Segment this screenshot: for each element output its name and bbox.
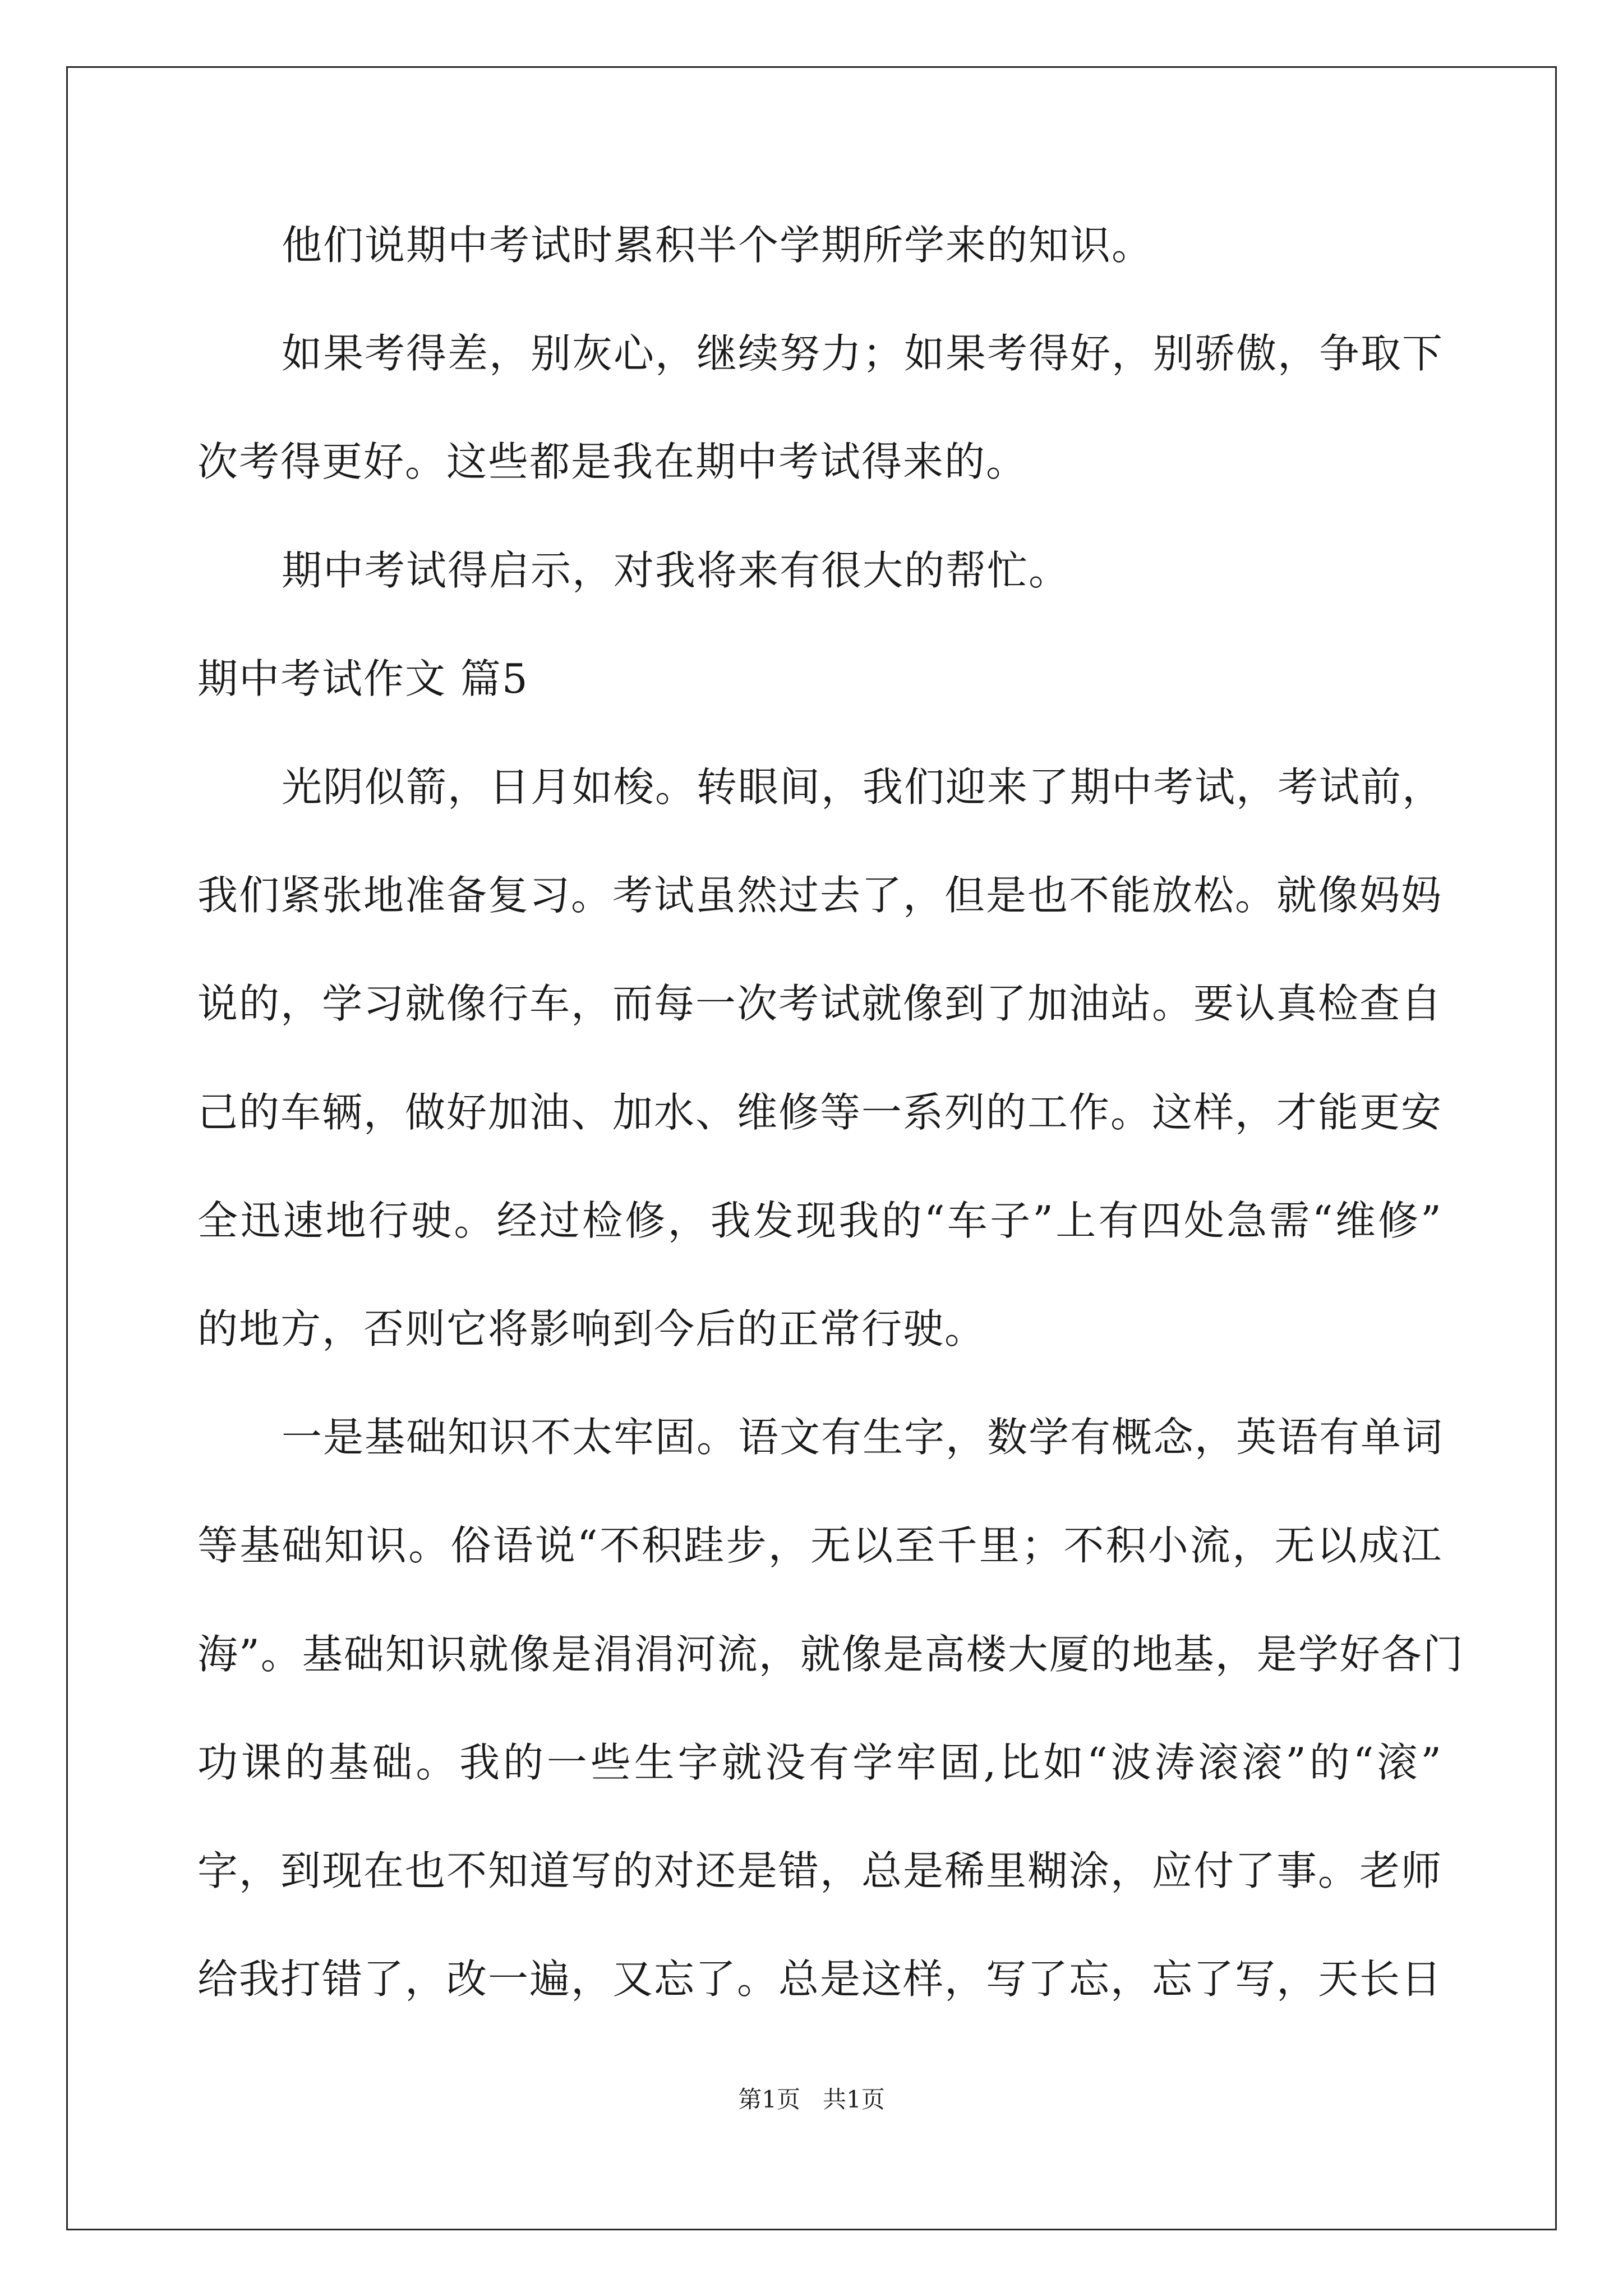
- paragraph-line: 等基础知识。俗语说“不积跬步，无以至千里；不积小流，无以成江: [197, 1522, 1442, 1569]
- paragraph-line: 的地方，否则它将影响到今后的正常行驶。: [197, 1305, 986, 1352]
- paragraph-line: 期中考试得启示，对我将来有很大的帮忙。: [282, 547, 1071, 594]
- paragraph-line: 说的，学习就像行车，而每一次考试就像到了加油站。要认真检查自: [197, 980, 1443, 1027]
- paragraph-line: 功课的基础。我的一些生字就没有学牢固,比如“波涛滚滚”的“滚”: [197, 1739, 1442, 1786]
- paragraph-line: 字，到现在也不知道写的对还是错，总是稀里糊涂，应付了事。老师: [197, 1847, 1443, 1894]
- paragraph-line: 他们说期中考试时累积半个学期所学来的知识。: [282, 222, 1154, 269]
- page-footer: 第1页 共1页: [738, 2086, 885, 2113]
- paragraph-line: 给我打错了，改一遍，又忘了。总是这样，写了忘，忘了写，天长日: [197, 1955, 1443, 2003]
- paragraph-line: 己的车辆，做好加油、加水、维修等一系列的工作。这样，才能更安: [197, 1089, 1443, 1136]
- paragraph-line: 海”。基础知识就像是涓涓河流，就像是高楼大厦的地基，是学好各门: [197, 1631, 1464, 1678]
- page-border: [66, 66, 1557, 2230]
- paragraph-line: 光阴似箭，日月如梭。转眼间，我们迎来了期中考试，考试前，: [282, 763, 1444, 811]
- paragraph-line: 一是基础知识不太牢固。语文有生字，数学有概念，英语有单词: [282, 1414, 1444, 1461]
- paragraph-line: 次考得更好。这些都是我在期中考试得来的。: [197, 438, 1028, 485]
- paragraph-line: 全迅速地行驶。经过检修，我发现我的“车子”上有四处急需“维修”: [197, 1197, 1442, 1244]
- paragraph-line: 我们紧张地准备复习。考试虽然过去了，但是也不能放松。就像妈妈: [197, 872, 1443, 919]
- section-heading: 期中考试作文 篇5: [197, 655, 529, 702]
- paragraph-line: 如果考得差，别灰心，继续努力；如果考得好，别骄傲，争取下: [282, 330, 1444, 377]
